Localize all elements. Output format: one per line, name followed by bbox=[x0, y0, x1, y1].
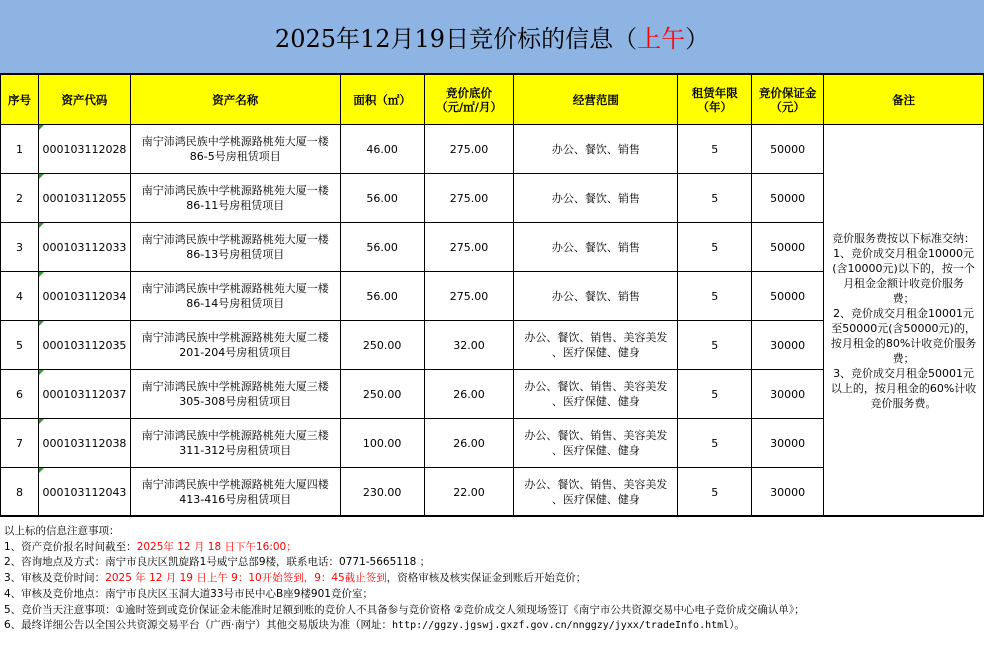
header-price-line1: 竞价底价 bbox=[446, 85, 493, 100]
scope-line-1: 办公、餐饮、销售 bbox=[551, 240, 640, 254]
cell-price bbox=[424, 370, 514, 419]
name-line-2: 413-416号房租赁项目 bbox=[179, 493, 292, 506]
note-6-prefix: 6、最终详细公告以全国公共资源交易平台（广西·南宁）其他交易版块为准（网址： bbox=[4, 619, 393, 632]
deposit-value: 50000 bbox=[770, 142, 806, 156]
cell-area bbox=[340, 468, 424, 517]
page-title bbox=[0, 0, 984, 74]
cell-area bbox=[340, 272, 424, 321]
cell-name bbox=[130, 370, 340, 419]
header-price bbox=[424, 75, 514, 125]
years-value: 5 bbox=[711, 436, 719, 450]
area-value: 56.00 bbox=[366, 191, 398, 205]
title-prefix: 2025年12月19日竞价标的信息（ bbox=[274, 25, 638, 53]
area-value: 230.00 bbox=[362, 485, 402, 499]
cell-name bbox=[130, 321, 340, 370]
table-row bbox=[1, 125, 984, 174]
cell-remarks bbox=[824, 125, 984, 517]
cell-price bbox=[424, 468, 514, 517]
area-value: 100.00 bbox=[362, 436, 402, 450]
title-highlight: 上午 bbox=[637, 25, 686, 53]
cell-code bbox=[38, 370, 130, 419]
years-value: 5 bbox=[711, 387, 719, 401]
comment-flag-icon bbox=[39, 321, 44, 326]
comment-flag-icon bbox=[39, 468, 44, 473]
cell-scope bbox=[514, 321, 678, 370]
seq-value: 4 bbox=[15, 289, 23, 303]
header-years bbox=[678, 75, 752, 125]
price-value: 26.00 bbox=[453, 436, 485, 450]
cell-code bbox=[38, 272, 130, 321]
header-years-line1: 租赁年限 bbox=[691, 85, 738, 100]
cell-deposit bbox=[752, 321, 824, 370]
cell-price bbox=[424, 174, 514, 223]
cell-seq bbox=[1, 321, 39, 370]
remarks-line: 竞价服务费。 bbox=[870, 396, 937, 410]
comment-flag-icon bbox=[39, 125, 44, 130]
cell-area bbox=[340, 174, 424, 223]
cell-name bbox=[130, 272, 340, 321]
code-value: 000103112028 bbox=[42, 142, 127, 156]
seq-value: 5 bbox=[15, 338, 23, 352]
code-value: 000103112043 bbox=[42, 485, 127, 499]
comment-flag-icon bbox=[39, 272, 44, 277]
name-line-1: 南宁沛鸿民族中学桃源路桃苑大厦四楼 bbox=[141, 478, 329, 491]
cell-area bbox=[340, 125, 424, 174]
cell-code bbox=[38, 174, 130, 223]
scope-line-2: 、医疗保健、健身 bbox=[551, 346, 640, 359]
name-line-1: 南宁沛鸿民族中学桃源路桃苑大厦三楼 bbox=[141, 429, 329, 442]
name-line-2: 86-14号房租赁项目 bbox=[186, 297, 285, 310]
note-line-3 bbox=[4, 571, 980, 587]
notes-heading: 以上标的信息注意事项： bbox=[4, 525, 120, 537]
price-value: 275.00 bbox=[449, 142, 489, 156]
table-header-row bbox=[1, 75, 984, 125]
cell-scope bbox=[514, 272, 678, 321]
cell-area bbox=[340, 419, 424, 468]
notes-section bbox=[0, 515, 984, 647]
scope-line-1: 办公、餐饮、销售、美容美发 bbox=[524, 478, 668, 491]
cell-name bbox=[130, 125, 340, 174]
area-value: 250.00 bbox=[362, 387, 402, 401]
cell-deposit bbox=[752, 272, 824, 321]
cell-price bbox=[424, 272, 514, 321]
scope-line-1: 办公、餐饮、销售 bbox=[551, 289, 640, 303]
cell-area bbox=[340, 321, 424, 370]
cell-years bbox=[678, 321, 752, 370]
code-value: 000103112037 bbox=[42, 387, 127, 401]
cell-deposit bbox=[752, 370, 824, 419]
remarks-line: (含10000元)以下的，按一个 bbox=[832, 261, 975, 275]
comment-flag-icon bbox=[39, 419, 44, 424]
note-1-label: 1、资产竞价报名时间截至： bbox=[4, 540, 137, 553]
scope-line-1: 办公、餐饮、销售、美容美发 bbox=[524, 380, 668, 393]
code-value: 000103112055 bbox=[42, 191, 127, 205]
cell-years bbox=[678, 370, 752, 419]
note-6-suffix: ）。 bbox=[729, 619, 745, 632]
remarks-line: 按月租金的80%计收竞价服务 bbox=[830, 336, 977, 350]
scope-line-2: 、医疗保健、健身 bbox=[551, 493, 640, 506]
note-3-time: 2025 年 12 月 19 日上午 9：10开始签到，9：45截止签到 bbox=[105, 572, 387, 585]
remarks-line: 竞价服务费按以下标准交纳： bbox=[832, 231, 976, 245]
cell-code bbox=[38, 125, 130, 174]
cell-seq bbox=[1, 272, 39, 321]
header-deposit-line1: 竞价保证金 bbox=[758, 85, 817, 100]
cell-price bbox=[424, 125, 514, 174]
cell-seq bbox=[1, 468, 39, 517]
cell-deposit bbox=[752, 174, 824, 223]
cell-deposit bbox=[752, 223, 824, 272]
cell-price bbox=[424, 223, 514, 272]
seq-value: 6 bbox=[15, 387, 23, 401]
cell-seq bbox=[1, 223, 39, 272]
cell-scope bbox=[514, 419, 678, 468]
name-line-1: 南宁沛鸿民族中学桃源路桃苑大厦一楼 bbox=[141, 184, 329, 197]
code-value: 000103112038 bbox=[42, 436, 127, 450]
cell-name bbox=[130, 174, 340, 223]
area-value: 56.00 bbox=[366, 240, 398, 254]
area-value: 46.00 bbox=[366, 142, 398, 156]
header-remarks: 备注 bbox=[824, 75, 984, 125]
header-seq: 序号 bbox=[1, 75, 39, 125]
deposit-value: 30000 bbox=[770, 436, 806, 450]
note-1-deadline: 2025年 12 月 18 日下午16:00； bbox=[136, 540, 297, 553]
header-deposit-line2: （元） bbox=[770, 99, 805, 114]
cell-name bbox=[130, 419, 340, 468]
header-area: 面积（㎡） bbox=[340, 75, 424, 125]
name-line-1: 南宁沛鸿民族中学桃源路桃苑大厦二楼 bbox=[141, 331, 329, 344]
header-scope: 经营范围 bbox=[514, 75, 678, 125]
price-value: 32.00 bbox=[453, 338, 485, 352]
seq-value: 3 bbox=[15, 240, 23, 254]
remarks-line: 月租金金额计收竞价服务 bbox=[843, 276, 965, 290]
cell-scope bbox=[514, 370, 678, 419]
cell-scope bbox=[514, 125, 678, 174]
code-value: 000103112035 bbox=[42, 338, 127, 352]
name-line-1: 南宁沛鸿民族中学桃源路桃苑大厦一楼 bbox=[141, 135, 329, 148]
header-code: 资产代码 bbox=[38, 75, 130, 125]
remarks-line: 至50000元(含50000元)的， bbox=[831, 321, 976, 335]
deposit-value: 50000 bbox=[770, 240, 806, 254]
note-6-url: http://ggzy.jgswj.gxzf.gov.cn/nnggzy/jyxx/tradeInfo.html bbox=[392, 620, 730, 632]
scope-line-2: 、医疗保健、健身 bbox=[551, 444, 640, 457]
name-line-1: 南宁沛鸿民族中学桃源路桃苑大厦一楼 bbox=[141, 282, 329, 295]
cell-years bbox=[678, 468, 752, 517]
cell-scope bbox=[514, 468, 678, 517]
remarks-line: 3、竞价成交月租金50001元 bbox=[833, 366, 975, 380]
price-value: 275.00 bbox=[449, 289, 489, 303]
remarks-line: 以上的，按月租金的60%计收 bbox=[830, 381, 977, 395]
header-deposit bbox=[752, 75, 824, 125]
code-value: 000103112034 bbox=[42, 289, 127, 303]
header-years-line2: （年） bbox=[697, 99, 732, 114]
seq-value: 2 bbox=[15, 191, 23, 205]
scope-line-1: 办公、餐饮、销售、美容美发 bbox=[524, 429, 668, 442]
asset-table bbox=[0, 74, 984, 517]
comment-flag-icon bbox=[39, 223, 44, 228]
cell-seq bbox=[1, 125, 39, 174]
cell-years bbox=[678, 272, 752, 321]
note-line-4: 4、审核及竞价地点：南宁市良庆区玉洞大道33号市民中心B座9楼901竞价室； bbox=[4, 587, 373, 600]
deposit-value: 30000 bbox=[770, 387, 806, 401]
area-value: 250.00 bbox=[362, 338, 402, 352]
cell-name bbox=[130, 468, 340, 517]
cell-deposit bbox=[752, 419, 824, 468]
name-line-1: 南宁沛鸿民族中学桃源路桃苑大厦三楼 bbox=[141, 380, 329, 393]
cell-price bbox=[424, 321, 514, 370]
scope-line-1: 办公、餐饮、销售 bbox=[551, 142, 640, 156]
cell-name bbox=[130, 223, 340, 272]
remarks-line: 费； bbox=[892, 351, 915, 365]
deposit-value: 30000 bbox=[770, 485, 806, 499]
cell-years bbox=[678, 419, 752, 468]
name-line-2: 305-308号房租赁项目 bbox=[179, 395, 292, 408]
price-value: 275.00 bbox=[449, 240, 489, 254]
price-value: 275.00 bbox=[449, 191, 489, 205]
years-value: 5 bbox=[711, 142, 719, 156]
deposit-value: 50000 bbox=[770, 191, 806, 205]
name-line-2: 86-11号房租赁项目 bbox=[186, 199, 285, 212]
remarks-line: 2、竞价成交月租金10001元 bbox=[833, 306, 975, 320]
years-value: 5 bbox=[711, 289, 719, 303]
seq-value: 1 bbox=[15, 142, 23, 156]
comment-flag-icon bbox=[39, 174, 44, 179]
area-value: 56.00 bbox=[366, 289, 398, 303]
header-price-line2: （元/㎡/月） bbox=[436, 99, 502, 114]
name-line-2: 201-204号房租赁项目 bbox=[179, 346, 292, 359]
deposit-value: 50000 bbox=[770, 289, 806, 303]
deposit-value: 30000 bbox=[770, 338, 806, 352]
years-value: 5 bbox=[711, 191, 719, 205]
cell-deposit bbox=[752, 468, 824, 517]
note-line-2: 2、咨询地点及方式：南宁市良庆区凯旋路1号威宁总部9楼，联系电话：0771-5665118 ； bbox=[4, 556, 431, 569]
cell-price bbox=[424, 419, 514, 468]
years-value: 5 bbox=[711, 240, 719, 254]
scope-line-2: 、医疗保健、健身 bbox=[551, 395, 640, 408]
cell-seq bbox=[1, 419, 39, 468]
scope-line-1: 办公、餐饮、销售、美容美发 bbox=[524, 331, 668, 344]
title-suffix: ） bbox=[685, 25, 710, 53]
scope-line-1: 办公、餐饮、销售 bbox=[551, 191, 640, 205]
note-3-tail: ，资格审核及核实保证金到账后开始竞价； bbox=[386, 572, 587, 585]
cell-years bbox=[678, 174, 752, 223]
note-line-1 bbox=[4, 540, 980, 556]
note-line-6 bbox=[4, 618, 980, 634]
cell-code bbox=[38, 468, 130, 517]
seq-value: 8 bbox=[15, 485, 23, 499]
cell-code bbox=[38, 321, 130, 370]
cell-code bbox=[38, 223, 130, 272]
years-value: 5 bbox=[711, 485, 719, 499]
cell-area bbox=[340, 370, 424, 419]
note-3-label: 3、审核及竞价时间： bbox=[4, 572, 106, 585]
cell-area bbox=[340, 223, 424, 272]
name-line-2: 86-13号房租赁项目 bbox=[186, 248, 285, 261]
cell-scope bbox=[514, 223, 678, 272]
price-value: 26.00 bbox=[453, 387, 485, 401]
cell-code bbox=[38, 419, 130, 468]
cell-seq bbox=[1, 174, 39, 223]
cell-years bbox=[678, 125, 752, 174]
note-line-5: 5、竞价当天注意事项：①逾时签到或竞价保证金未能准时足额到账的竞价人不具备参与竞价资格 ②竞价成交人须现场签订《南宁市公共资源交易中心电子竞价成交确认单》； bbox=[4, 603, 805, 616]
name-line-2: 311-312号房租赁项目 bbox=[179, 444, 292, 457]
remarks-line: 费； bbox=[892, 291, 915, 305]
cell-deposit bbox=[752, 125, 824, 174]
cell-years bbox=[678, 223, 752, 272]
cell-scope bbox=[514, 174, 678, 223]
name-line-1: 南宁沛鸿民族中学桃源路桃苑大厦一楼 bbox=[141, 233, 329, 246]
cell-seq bbox=[1, 370, 39, 419]
years-value: 5 bbox=[711, 338, 719, 352]
comment-flag-icon bbox=[39, 370, 44, 375]
code-value: 000103112033 bbox=[42, 240, 127, 254]
header-name: 资产名称 bbox=[130, 75, 340, 125]
remarks-line: 1、竞价成交月租金10000元 bbox=[833, 246, 975, 260]
price-value: 22.00 bbox=[453, 485, 485, 499]
name-line-2: 86-5号房租赁项目 bbox=[189, 150, 281, 163]
seq-value: 7 bbox=[15, 436, 23, 450]
